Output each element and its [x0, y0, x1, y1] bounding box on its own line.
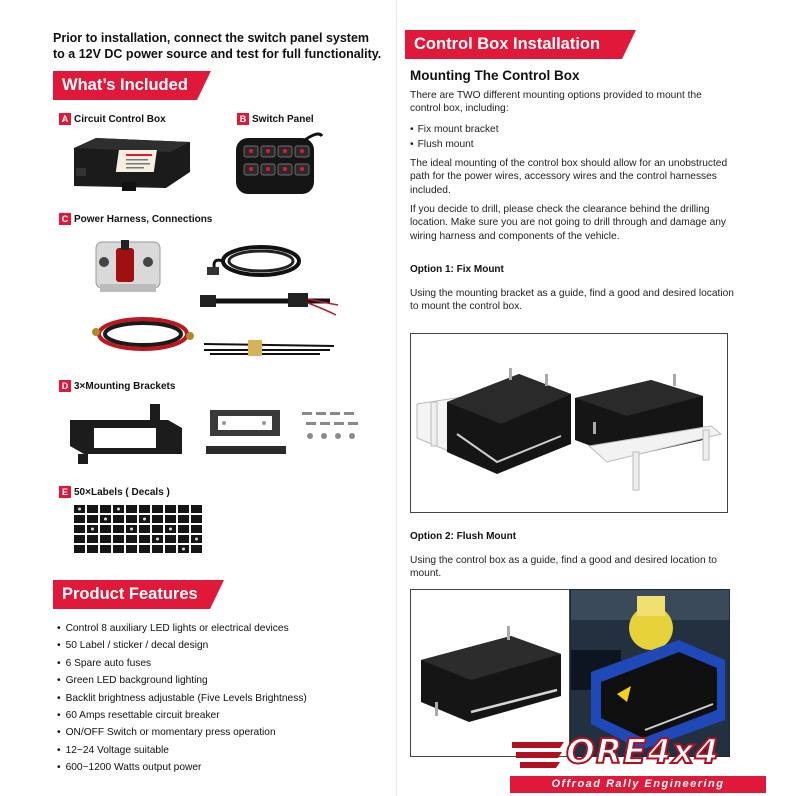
control-box-image	[66, 128, 196, 196]
feature-item: • 600~1200 Watts output power	[57, 759, 307, 776]
item-e-label: 50×Labels ( Decals )	[74, 487, 170, 498]
feature-item: • 60 Amps resettable circuit breaker	[57, 707, 307, 724]
paragraph-clearance: The ideal mounting of the control box should allow for an unobstructed path for the power wires, accessory wires and the control harnesses included.	[410, 158, 728, 196]
ore4x4-logo	[510, 730, 790, 796]
fix-mount-illustration	[411, 334, 728, 513]
feature-item: • ON/OFF Switch or momentary press operation	[57, 724, 307, 741]
intro-text: Prior to installation, connect the switch panel system to a 12V DC power source and test for full functionality.	[53, 31, 382, 61]
item-d-label: 3×Mounting Brackets	[74, 381, 176, 392]
feature-item: • Green LED background lighting	[57, 672, 307, 689]
feature-list	[57, 620, 307, 777]
option2-title: Option 2: Flush Mount	[410, 531, 517, 542]
switch-panel-image	[232, 128, 324, 198]
item-c-title	[59, 213, 212, 225]
power-cable-image	[88, 310, 198, 358]
small-bracket-image	[204, 406, 290, 462]
large-bracket-image	[64, 402, 186, 466]
paragraph-drill-warning: If you decide to drill, please check the clearance behind the drilling location. Make sure you are not going to drill through and damage any wiring harness and components of the vehicle.	[410, 204, 727, 242]
item-d-badge: D	[59, 380, 71, 392]
mounting-option: • Flush mount	[410, 137, 499, 152]
item-a-label: Circuit Control Box	[74, 114, 166, 125]
control-box-installation-banner: Control Box Installation	[405, 30, 622, 59]
mounting-intro: There are TWO different mounting options provided to mount the control box, including:	[410, 90, 702, 115]
zip-ties-image	[200, 336, 340, 358]
whats-included-banner: What’s Included	[53, 71, 197, 100]
mounting-heading: Mounting The Control Box	[410, 68, 580, 83]
option1-text: Using the mounting bracket as a guide, find a good and desired location to mount the control box.	[410, 288, 734, 313]
item-c-label: Power Harness, Connections	[74, 214, 213, 225]
feature-item: • 6 Spare auto fuses	[57, 655, 307, 672]
item-c-badge: C	[59, 213, 71, 225]
feature-item: • Backlit brightness adjustable (Five Levels Brightness)	[57, 690, 307, 707]
feature-item: • 12~24 Voltage suitable	[57, 742, 307, 759]
wiring-harness-image	[200, 285, 340, 321]
item-a-badge: A	[59, 113, 71, 125]
item-b-title	[237, 113, 314, 125]
right-column	[398, 0, 796, 796]
option2-text: Using the control box as a guide, find a good and desired location to mount.	[410, 555, 717, 580]
item-d-title	[59, 380, 175, 392]
product-features-banner: Product Features	[53, 580, 210, 609]
column-divider	[396, 0, 397, 796]
mounting-option: • Fix mount bracket	[410, 122, 499, 137]
fix-mount-photo	[410, 333, 728, 513]
black-wire-coil-image	[205, 237, 305, 285]
screws-image	[300, 410, 370, 446]
item-a-title	[59, 113, 166, 125]
option1-title: Option 1: Fix Mount	[410, 264, 504, 275]
item-b-badge: B	[237, 113, 249, 125]
logo-main-text: ORE4x4	[566, 732, 720, 772]
logo-sub-text: Offroad Rally Engineering	[510, 776, 766, 793]
feature-item: • 50 Label / sticker / decal design	[57, 637, 307, 654]
logo-stripes-icon	[510, 734, 568, 774]
left-column	[0, 0, 395, 796]
item-e-badge: E	[59, 486, 71, 498]
mounting-options-list	[410, 122, 499, 152]
circuit-breaker-image	[90, 232, 168, 298]
feature-item: • Control 8 auxiliary LED lights or electrical devices	[57, 620, 307, 637]
item-e-title	[59, 486, 170, 498]
decal-labels-image	[74, 505, 210, 559]
item-b-label: Switch Panel	[252, 114, 314, 125]
